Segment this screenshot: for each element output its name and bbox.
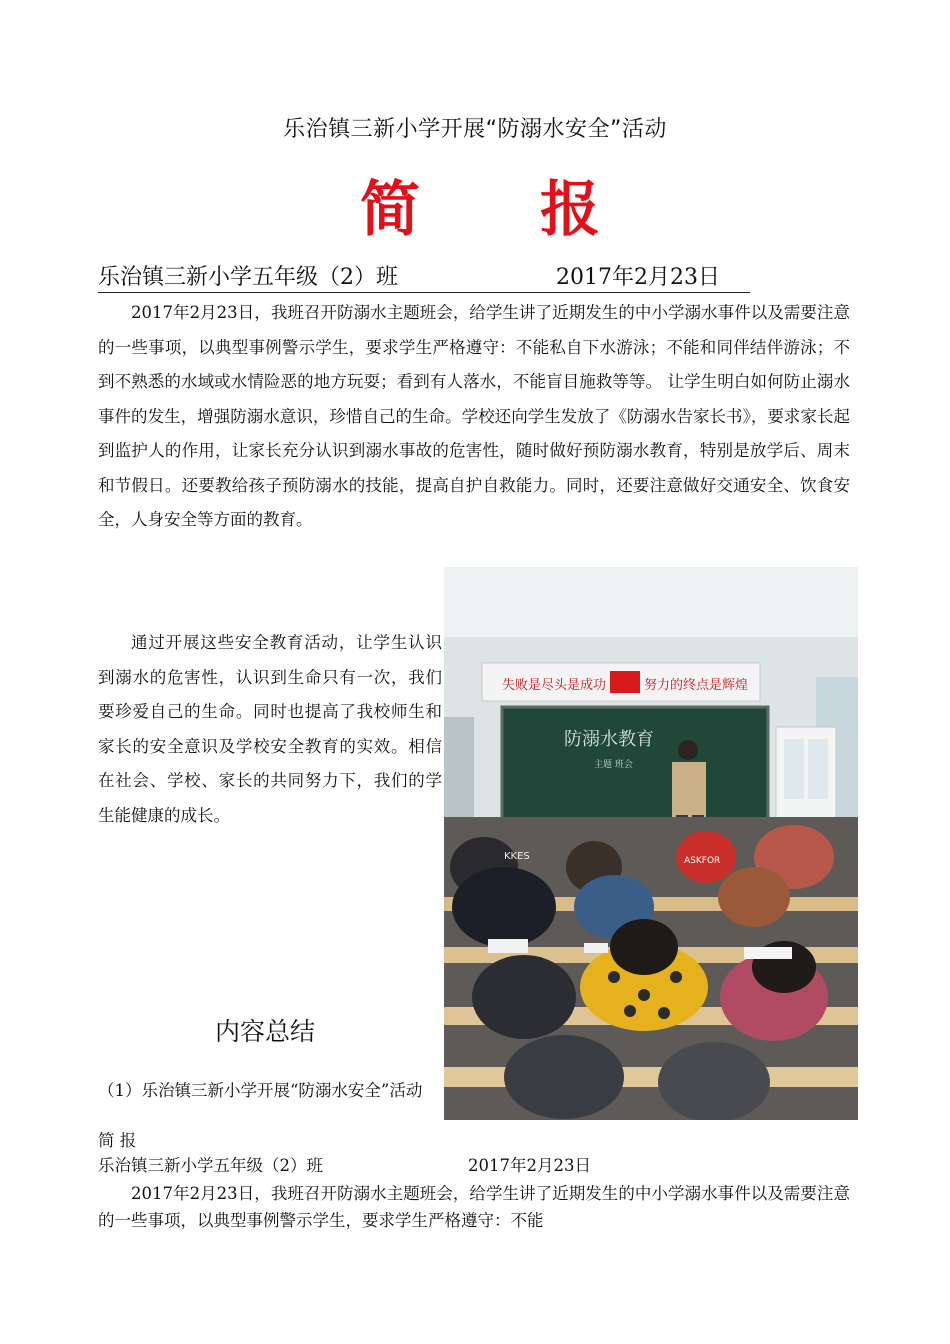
- shirt-text-2: ASKFOR: [684, 856, 721, 866]
- classroom-photo: [444, 567, 858, 1120]
- summary-date: 2017年2月23日: [468, 1156, 591, 1175]
- report-date: 2017年2月23日: [556, 265, 720, 290]
- banner-left-text: 失败是尽头是成功: [502, 678, 607, 693]
- document-title: 乐治镇三新小学开展“防溺水安全”活动: [283, 117, 667, 142]
- classroom-photo-drawing: [444, 567, 858, 1120]
- summary-paragraph: 2017年2月23日，我班召开防溺水主题班会，给学生讲了近期发生的中小学溺水事件以及需要注意的一些事项，以典型事例警示学生，要求学生严格遵守：不能: [98, 1184, 850, 1230]
- summary-heading: 内容总结: [215, 1017, 316, 1046]
- shirt-text-1: KKES: [504, 851, 530, 862]
- body-paragraph-2: 通过开展这些安全教育活动，让学生认识到溺水的危害性，认识到生命只有一次，我们要珍爱自己的生命。同时也提高了我校师生和家长的安全意识及学校安全教育的实效。相信在社会、学校、家长的共同努力下，我们的学生能健康的成长。: [98, 633, 442, 825]
- summary-line-1: （1）乐治镇三新小学开展“防溺水安全”活动: [98, 1081, 423, 1100]
- briefing-char-1: 简: [360, 175, 420, 245]
- summary-class-name: 乐治镇三新小学五年级（2）班: [98, 1156, 323, 1175]
- banner-right-text: 努力的终点是辉煌: [644, 678, 749, 693]
- briefing-heading: [360, 162, 600, 248]
- summary-class-date-line: [98, 1155, 658, 1176]
- flag-icon: [610, 671, 640, 693]
- blackboard-title: 防溺水教育: [564, 729, 654, 750]
- class-name: 乐治镇三新小学五年级（2）班: [98, 265, 398, 290]
- body-paragraph-1: 2017年2月23日，我班召开防溺水主题班会，给学生讲了近期发生的中小学溺水事件以及需要注意的一些事项，以典型事例警示学生，要求学生严格遵守：不能私自下水游泳；不能和同伴结伴游泳；不到不熟悉的水域或水情险恶的地方玩耍；看到有人落水，不能盲目施救等等。 让学生明白如何防止溺水事件的发生，增强防溺水意识，珍惜自己的生命。学校还向学生发放了《防溺水告家长书》，要求家长起到监护人的作用，让家长充分认识到溺水事故的危害性，随时做好预防溺水教育，特别是放学后、周末和节假日。还要教给孩子预防溺水的技能，提高自护自救能力。同时，还要注意做好交通安全、饮食安全，人身安全等方面的教育。: [98, 303, 850, 529]
- class-date-line: [98, 260, 750, 293]
- blackboard-subtitle: 主题 班会: [594, 760, 633, 770]
- briefing-char-2: 报: [540, 175, 600, 245]
- summary-line-2: 简 报: [98, 1131, 137, 1150]
